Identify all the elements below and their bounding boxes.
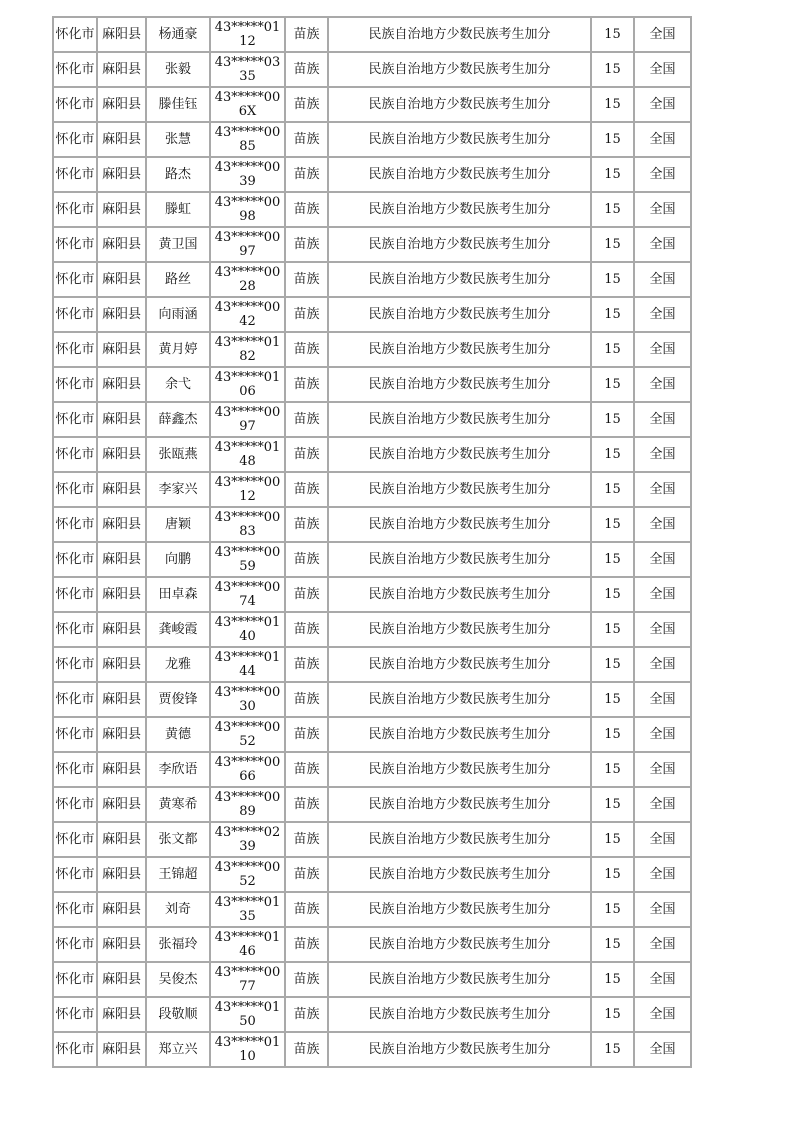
table-row (54, 578, 692, 613)
city-cell: 怀化市 (54, 788, 98, 823)
name-cell: 余弋 (147, 368, 211, 403)
ethnicity-cell: 苗族 (286, 823, 329, 858)
table-row (54, 123, 692, 158)
points-cell: 15 (592, 613, 635, 648)
table-row (54, 718, 692, 753)
city-cell: 怀化市 (54, 88, 98, 123)
ethnicity-cell: 苗族 (286, 18, 329, 53)
points-cell: 15 (592, 473, 635, 508)
bonus-item-cell: 民族自治地方少数民族考生加分 (329, 753, 592, 788)
city-cell: 怀化市 (54, 228, 98, 263)
city-cell: 怀化市 (54, 1033, 98, 1068)
ethnicity-cell: 苗族 (286, 998, 329, 1033)
points-cell: 15 (592, 228, 635, 263)
name-cell: 杨通豪 (147, 18, 211, 53)
ethnicity-cell: 苗族 (286, 473, 329, 508)
id-number-cell: 43*****0144 (211, 648, 286, 683)
ethnicity-cell: 苗族 (286, 368, 329, 403)
scope-cell: 全国 (635, 18, 692, 53)
county-cell: 麻阳县 (98, 158, 147, 193)
county-cell: 麻阳县 (98, 18, 147, 53)
name-cell: 贾俊锋 (147, 683, 211, 718)
city-cell: 怀化市 (54, 123, 98, 158)
bonus-item-cell: 民族自治地方少数民族考生加分 (329, 963, 592, 998)
points-cell: 15 (592, 543, 635, 578)
bonus-item-cell: 民族自治地方少数民族考生加分 (329, 998, 592, 1033)
ethnicity-cell: 苗族 (286, 613, 329, 648)
county-cell: 麻阳县 (98, 893, 147, 928)
county-cell: 麻阳县 (98, 53, 147, 88)
id-number-cell: 43*****0012 (211, 473, 286, 508)
county-cell: 麻阳县 (98, 788, 147, 823)
points-cell: 15 (592, 88, 635, 123)
name-cell: 黄月婷 (147, 333, 211, 368)
bonus-item-cell: 民族自治地方少数民族考生加分 (329, 473, 592, 508)
table-row (54, 823, 692, 858)
city-cell: 怀化市 (54, 473, 98, 508)
points-cell: 15 (592, 683, 635, 718)
ethnicity-cell: 苗族 (286, 788, 329, 823)
bonus-item-cell: 民族自治地方少数民族考生加分 (329, 333, 592, 368)
points-cell: 15 (592, 368, 635, 403)
ethnicity-cell: 苗族 (286, 123, 329, 158)
name-cell: 向雨涵 (147, 298, 211, 333)
id-number-cell: 43*****0135 (211, 893, 286, 928)
ethnicity-cell: 苗族 (286, 403, 329, 438)
name-cell: 龚峻霞 (147, 613, 211, 648)
county-cell: 麻阳县 (98, 298, 147, 333)
ethnicity-cell: 苗族 (286, 1033, 329, 1068)
id-number-cell: 43*****0083 (211, 508, 286, 543)
city-cell: 怀化市 (54, 963, 98, 998)
points-cell: 15 (592, 858, 635, 893)
id-number-cell: 43*****0028 (211, 263, 286, 298)
table-row (54, 928, 692, 963)
bonus-item-cell: 民族自治地方少数民族考生加分 (329, 683, 592, 718)
id-number-cell: 43*****0110 (211, 1033, 286, 1068)
name-cell: 张福玲 (147, 928, 211, 963)
bonus-item-cell: 民族自治地方少数民族考生加分 (329, 788, 592, 823)
table-row (54, 508, 692, 543)
table-row (54, 438, 692, 473)
id-number-cell: 43*****0182 (211, 333, 286, 368)
id-number-cell: 43*****0066 (211, 753, 286, 788)
city-cell: 怀化市 (54, 858, 98, 893)
bonus-item-cell: 民族自治地方少数民族考生加分 (329, 718, 592, 753)
id-number-cell: 43*****0097 (211, 228, 286, 263)
name-cell: 李家兴 (147, 473, 211, 508)
city-cell: 怀化市 (54, 718, 98, 753)
points-cell: 15 (592, 508, 635, 543)
bonus-item-cell: 民族自治地方少数民族考生加分 (329, 543, 592, 578)
scope-cell: 全国 (635, 193, 692, 228)
id-number-cell: 43*****0089 (211, 788, 286, 823)
bonus-item-cell: 民族自治地方少数民族考生加分 (329, 123, 592, 158)
scope-cell: 全国 (635, 613, 692, 648)
table-body (54, 18, 692, 1068)
bonus-item-cell: 民族自治地方少数民族考生加分 (329, 613, 592, 648)
ethnicity-cell: 苗族 (286, 298, 329, 333)
county-cell: 麻阳县 (98, 718, 147, 753)
table-row (54, 543, 692, 578)
name-cell: 滕虹 (147, 193, 211, 228)
bonus-item-cell: 民族自治地方少数民族考生加分 (329, 53, 592, 88)
county-cell: 麻阳县 (98, 333, 147, 368)
scope-cell: 全国 (635, 263, 692, 298)
scope-cell: 全国 (635, 508, 692, 543)
id-number-cell: 43*****0097 (211, 403, 286, 438)
ethnicity-cell: 苗族 (286, 893, 329, 928)
points-cell: 15 (592, 648, 635, 683)
ethnicity-cell: 苗族 (286, 753, 329, 788)
city-cell: 怀化市 (54, 508, 98, 543)
scope-cell: 全国 (635, 438, 692, 473)
id-number-cell: 43*****006X (211, 88, 286, 123)
points-cell: 15 (592, 263, 635, 298)
name-cell: 龙雅 (147, 648, 211, 683)
ethnicity-cell: 苗族 (286, 193, 329, 228)
scope-cell: 全国 (635, 543, 692, 578)
table-row (54, 613, 692, 648)
county-cell: 麻阳县 (98, 858, 147, 893)
county-cell: 麻阳县 (98, 123, 147, 158)
scope-cell: 全国 (635, 1033, 692, 1068)
county-cell: 麻阳县 (98, 263, 147, 298)
id-number-cell: 43*****0335 (211, 53, 286, 88)
id-number-cell: 43*****0030 (211, 683, 286, 718)
points-cell: 15 (592, 1033, 635, 1068)
name-cell: 黄德 (147, 718, 211, 753)
name-cell: 黄寒希 (147, 788, 211, 823)
name-cell: 路杰 (147, 158, 211, 193)
table-row (54, 893, 692, 928)
county-cell: 麻阳县 (98, 403, 147, 438)
city-cell: 怀化市 (54, 193, 98, 228)
table-row (54, 228, 692, 263)
city-cell: 怀化市 (54, 998, 98, 1033)
ethnicity-cell: 苗族 (286, 683, 329, 718)
bonus-item-cell: 民族自治地方少数民族考生加分 (329, 403, 592, 438)
name-cell: 张慧 (147, 123, 211, 158)
bonus-item-cell: 民族自治地方少数民族考生加分 (329, 263, 592, 298)
table-row (54, 858, 692, 893)
table-row (54, 18, 692, 53)
bonus-item-cell: 民族自治地方少数民族考生加分 (329, 158, 592, 193)
table-row (54, 158, 692, 193)
name-cell: 王锦超 (147, 858, 211, 893)
name-cell: 田卓森 (147, 578, 211, 613)
city-cell: 怀化市 (54, 53, 98, 88)
points-cell: 15 (592, 578, 635, 613)
ethnicity-cell: 苗族 (286, 263, 329, 298)
ethnicity-cell: 苗族 (286, 53, 329, 88)
name-cell: 向鹏 (147, 543, 211, 578)
bonus-item-cell: 民族自治地方少数民族考生加分 (329, 928, 592, 963)
scope-cell: 全国 (635, 473, 692, 508)
city-cell: 怀化市 (54, 823, 98, 858)
county-cell: 麻阳县 (98, 508, 147, 543)
id-number-cell: 43*****0085 (211, 123, 286, 158)
bonus-item-cell: 民族自治地方少数民族考生加分 (329, 438, 592, 473)
table-row (54, 403, 692, 438)
bonus-item-cell: 民族自治地方少数民族考生加分 (329, 823, 592, 858)
points-cell: 15 (592, 158, 635, 193)
scope-cell: 全国 (635, 683, 692, 718)
county-cell: 麻阳县 (98, 473, 147, 508)
name-cell: 李欣语 (147, 753, 211, 788)
ethnicity-cell: 苗族 (286, 228, 329, 263)
name-cell: 刘奇 (147, 893, 211, 928)
ethnicity-cell: 苗族 (286, 333, 329, 368)
name-cell: 郑立兴 (147, 1033, 211, 1068)
id-number-cell: 43*****0148 (211, 438, 286, 473)
scope-cell: 全国 (635, 998, 692, 1033)
ethnicity-cell: 苗族 (286, 543, 329, 578)
county-cell: 麻阳县 (98, 193, 147, 228)
id-number-cell: 43*****0059 (211, 543, 286, 578)
ethnicity-cell: 苗族 (286, 928, 329, 963)
table-row (54, 368, 692, 403)
points-cell: 15 (592, 718, 635, 753)
county-cell: 麻阳县 (98, 613, 147, 648)
table-row (54, 333, 692, 368)
bonus-item-cell: 民族自治地方少数民族考生加分 (329, 1033, 592, 1068)
ethnicity-cell: 苗族 (286, 718, 329, 753)
name-cell: 张毅 (147, 53, 211, 88)
city-cell: 怀化市 (54, 403, 98, 438)
id-number-cell: 43*****0150 (211, 998, 286, 1033)
city-cell: 怀化市 (54, 893, 98, 928)
ethnicity-cell: 苗族 (286, 88, 329, 123)
name-cell: 张瓯燕 (147, 438, 211, 473)
name-cell: 唐颖 (147, 508, 211, 543)
points-cell: 15 (592, 123, 635, 158)
id-number-cell: 43*****0039 (211, 158, 286, 193)
points-cell: 15 (592, 928, 635, 963)
bonus-item-cell: 民族自治地方少数民族考生加分 (329, 578, 592, 613)
scope-cell: 全国 (635, 753, 692, 788)
county-cell: 麻阳县 (98, 578, 147, 613)
scope-cell: 全国 (635, 718, 692, 753)
id-number-cell: 43*****0140 (211, 613, 286, 648)
scope-cell: 全国 (635, 53, 692, 88)
bonus-item-cell: 民族自治地方少数民族考生加分 (329, 368, 592, 403)
ethnicity-cell: 苗族 (286, 858, 329, 893)
id-number-cell: 43*****0098 (211, 193, 286, 228)
scope-cell: 全国 (635, 788, 692, 823)
table-row (54, 263, 692, 298)
table-row (54, 788, 692, 823)
county-cell: 麻阳县 (98, 438, 147, 473)
table-row (54, 998, 692, 1033)
table-row (54, 963, 692, 998)
ethnicity-cell: 苗族 (286, 508, 329, 543)
city-cell: 怀化市 (54, 368, 98, 403)
scope-cell: 全国 (635, 158, 692, 193)
ethnicity-cell: 苗族 (286, 158, 329, 193)
city-cell: 怀化市 (54, 438, 98, 473)
points-cell: 15 (592, 823, 635, 858)
points-cell: 15 (592, 998, 635, 1033)
points-cell: 15 (592, 403, 635, 438)
table-row (54, 298, 692, 333)
table-row (54, 193, 692, 228)
id-number-cell: 43*****0074 (211, 578, 286, 613)
table-row (54, 88, 692, 123)
ethnicity-cell: 苗族 (286, 648, 329, 683)
points-cell: 15 (592, 193, 635, 228)
county-cell: 麻阳县 (98, 88, 147, 123)
name-cell: 薛鑫杰 (147, 403, 211, 438)
name-cell: 段敬顺 (147, 998, 211, 1033)
points-cell: 15 (592, 333, 635, 368)
county-cell: 麻阳县 (98, 753, 147, 788)
county-cell: 麻阳县 (98, 998, 147, 1033)
table-row (54, 753, 692, 788)
name-cell: 路丝 (147, 263, 211, 298)
city-cell: 怀化市 (54, 543, 98, 578)
scope-cell: 全国 (635, 298, 692, 333)
bonus-item-cell: 民族自治地方少数民族考生加分 (329, 18, 592, 53)
id-number-cell: 43*****0052 (211, 858, 286, 893)
county-cell: 麻阳县 (98, 928, 147, 963)
city-cell: 怀化市 (54, 298, 98, 333)
points-cell: 15 (592, 438, 635, 473)
county-cell: 麻阳县 (98, 683, 147, 718)
scope-cell: 全国 (635, 333, 692, 368)
scope-cell: 全国 (635, 228, 692, 263)
id-number-cell: 43*****0052 (211, 718, 286, 753)
name-cell: 吴俊杰 (147, 963, 211, 998)
points-cell: 15 (592, 893, 635, 928)
county-cell: 麻阳县 (98, 963, 147, 998)
points-cell: 15 (592, 963, 635, 998)
table-row (54, 683, 692, 718)
city-cell: 怀化市 (54, 263, 98, 298)
bonus-item-cell: 民族自治地方少数民族考生加分 (329, 893, 592, 928)
county-cell: 麻阳县 (98, 228, 147, 263)
id-number-cell: 43*****0042 (211, 298, 286, 333)
scope-cell: 全国 (635, 928, 692, 963)
scope-cell: 全国 (635, 368, 692, 403)
scope-cell: 全国 (635, 403, 692, 438)
id-number-cell: 43*****0112 (211, 18, 286, 53)
scope-cell: 全国 (635, 648, 692, 683)
points-cell: 15 (592, 753, 635, 788)
city-cell: 怀化市 (54, 18, 98, 53)
city-cell: 怀化市 (54, 613, 98, 648)
name-cell: 张文都 (147, 823, 211, 858)
city-cell: 怀化市 (54, 683, 98, 718)
bonus-item-cell: 民族自治地方少数民族考生加分 (329, 228, 592, 263)
ethnicity-cell: 苗族 (286, 578, 329, 613)
city-cell: 怀化市 (54, 158, 98, 193)
county-cell: 麻阳县 (98, 368, 147, 403)
ethnicity-cell: 苗族 (286, 963, 329, 998)
scope-cell: 全国 (635, 893, 692, 928)
bonus-item-cell: 民族自治地方少数民族考生加分 (329, 858, 592, 893)
id-number-cell: 43*****0146 (211, 928, 286, 963)
city-cell: 怀化市 (54, 753, 98, 788)
bonus-item-cell: 民族自治地方少数民族考生加分 (329, 648, 592, 683)
table-row (54, 1033, 692, 1068)
points-cell: 15 (592, 18, 635, 53)
county-cell: 麻阳县 (98, 648, 147, 683)
scope-cell: 全国 (635, 858, 692, 893)
city-cell: 怀化市 (54, 333, 98, 368)
table-row (54, 53, 692, 88)
points-cell: 15 (592, 788, 635, 823)
points-cell: 15 (592, 298, 635, 333)
bonus-points-table (52, 16, 692, 1068)
county-cell: 麻阳县 (98, 1033, 147, 1068)
scope-cell: 全国 (635, 963, 692, 998)
city-cell: 怀化市 (54, 578, 98, 613)
ethnicity-cell: 苗族 (286, 438, 329, 473)
scope-cell: 全国 (635, 823, 692, 858)
city-cell: 怀化市 (54, 648, 98, 683)
scope-cell: 全国 (635, 578, 692, 613)
name-cell: 黄卫国 (147, 228, 211, 263)
name-cell: 滕佳钰 (147, 88, 211, 123)
county-cell: 麻阳县 (98, 543, 147, 578)
county-cell: 麻阳县 (98, 823, 147, 858)
scope-cell: 全国 (635, 123, 692, 158)
table-row (54, 473, 692, 508)
city-cell: 怀化市 (54, 928, 98, 963)
bonus-item-cell: 民族自治地方少数民族考生加分 (329, 193, 592, 228)
bonus-item-cell: 民族自治地方少数民族考生加分 (329, 508, 592, 543)
id-number-cell: 43*****0106 (211, 368, 286, 403)
scope-cell: 全国 (635, 88, 692, 123)
id-number-cell: 43*****0239 (211, 823, 286, 858)
bonus-item-cell: 民族自治地方少数民族考生加分 (329, 88, 592, 123)
id-number-cell: 43*****0077 (211, 963, 286, 998)
table-row (54, 648, 692, 683)
bonus-item-cell: 民族自治地方少数民族考生加分 (329, 298, 592, 333)
points-cell: 15 (592, 53, 635, 88)
